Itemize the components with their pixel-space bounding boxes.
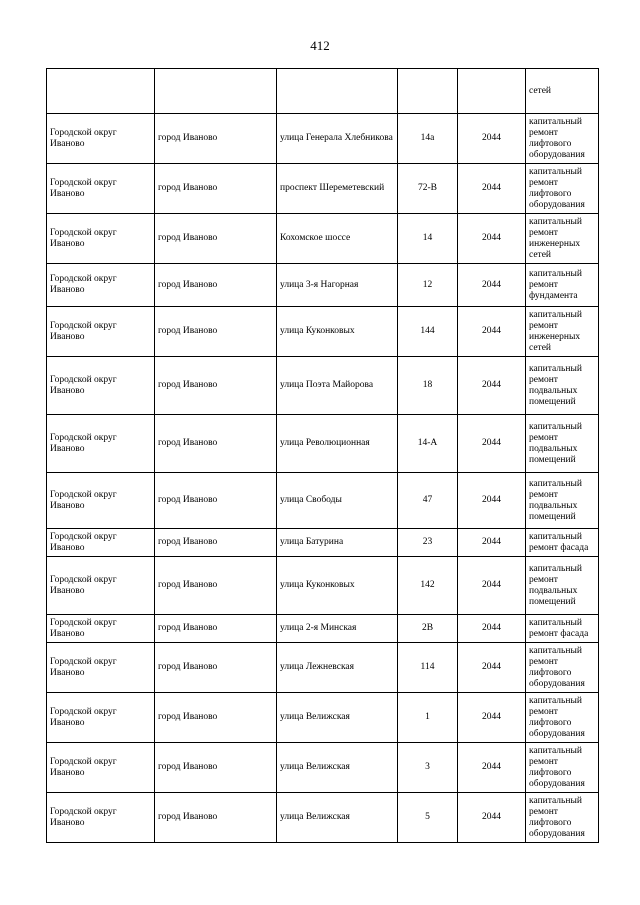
work-cell: капитальный ремонт фасада — [526, 615, 599, 643]
work-cell: капитальный ремонт лифтового оборудования — [526, 793, 599, 843]
year-cell: 2044 — [458, 615, 526, 643]
house-cell: 14-А — [398, 415, 458, 473]
settlement-cell: город Иваново — [155, 415, 277, 473]
house-cell: 12 — [398, 264, 458, 307]
table-row — [47, 615, 599, 643]
street-cell: улица Куконковых — [277, 557, 398, 615]
continuation-row — [47, 69, 599, 114]
district-cell: Городской округ Иваново — [47, 693, 155, 743]
house-cell: 14 — [398, 214, 458, 264]
work-cell: капитальный ремонт фундамента — [526, 264, 599, 307]
settlement-cell: город Иваново — [155, 164, 277, 214]
house-cell: 3 — [398, 743, 458, 793]
page-number: 412 — [310, 38, 330, 53]
settlement-cell: город Иваново — [155, 743, 277, 793]
work-cell: капитальный ремонт подвальных помещений — [526, 357, 599, 415]
table-row — [47, 357, 599, 415]
district-cell: Городской округ Иваново — [47, 164, 155, 214]
house-cell: 114 — [398, 643, 458, 693]
settlement-cell: город Иваново — [155, 114, 277, 164]
year-cell: 2044 — [458, 473, 526, 529]
street-cell: улица Поэта Майорова — [277, 357, 398, 415]
year-cell: 2044 — [458, 357, 526, 415]
house-cell: 72-В — [398, 164, 458, 214]
year-cell — [458, 69, 526, 114]
street-cell: проспект Шереметевский — [277, 164, 398, 214]
district-cell: Городской округ Иваново — [47, 415, 155, 473]
table-row — [47, 793, 599, 843]
house-cell: 142 — [398, 557, 458, 615]
year-cell: 2044 — [458, 307, 526, 357]
house-cell: 14а — [398, 114, 458, 164]
year-cell: 2044 — [458, 693, 526, 743]
settlement-cell: город Иваново — [155, 643, 277, 693]
street-cell: улица Свободы — [277, 473, 398, 529]
work-cell: капитальный ремонт лифтового оборудования — [526, 693, 599, 743]
street-cell: улица 2-я Минская — [277, 615, 398, 643]
work-cell: капитальный ремонт фасада — [526, 529, 599, 557]
district-cell: Городской округ Иваново — [47, 557, 155, 615]
repair-registry-table — [46, 68, 599, 843]
district-cell: Городской округ Иваново — [47, 529, 155, 557]
settlement-cell: город Иваново — [155, 214, 277, 264]
table-row — [47, 114, 599, 164]
house-cell: 23 — [398, 529, 458, 557]
district-cell: Городской округ Иваново — [47, 743, 155, 793]
year-cell: 2044 — [458, 743, 526, 793]
work-cell: капитальный ремонт подвальных помещений — [526, 557, 599, 615]
house-cell: 47 — [398, 473, 458, 529]
district-cell: Городской округ Иваново — [47, 615, 155, 643]
street-cell: улица Генерала Хлебникова — [277, 114, 398, 164]
settlement-cell — [155, 69, 277, 114]
year-cell: 2044 — [458, 264, 526, 307]
street-cell: улица Велижская — [277, 693, 398, 743]
street-cell: улица Куконковых — [277, 307, 398, 357]
street-cell: улица Революционная — [277, 415, 398, 473]
settlement-cell: город Иваново — [155, 529, 277, 557]
house-cell: 5 — [398, 793, 458, 843]
street-cell: улица Лежневская — [277, 643, 398, 693]
registry-body — [47, 69, 599, 843]
work-cell: капитальный ремонт лифтового оборудования — [526, 164, 599, 214]
house-cell: 144 — [398, 307, 458, 357]
work-cell: капитальный ремонт инженерных сетей — [526, 214, 599, 264]
year-cell: 2044 — [458, 164, 526, 214]
year-cell: 2044 — [458, 793, 526, 843]
table-row — [47, 693, 599, 743]
district-cell: Городской округ Иваново — [47, 114, 155, 164]
settlement-cell: город Иваново — [155, 793, 277, 843]
year-cell: 2044 — [458, 529, 526, 557]
street-cell: улица Велижская — [277, 793, 398, 843]
district-cell: Городской округ Иваново — [47, 793, 155, 843]
district-cell: Городской округ Иваново — [47, 307, 155, 357]
settlement-cell: город Иваново — [155, 264, 277, 307]
street-cell — [277, 69, 398, 114]
table-row — [47, 743, 599, 793]
year-cell: 2044 — [458, 415, 526, 473]
street-cell: улица 3-я Нагорная — [277, 264, 398, 307]
district-cell: Городской округ Иваново — [47, 473, 155, 529]
district-cell — [47, 69, 155, 114]
year-cell: 2044 — [458, 557, 526, 615]
house-cell: 1 — [398, 693, 458, 743]
year-cell: 2044 — [458, 114, 526, 164]
district-cell: Городской округ Иваново — [47, 357, 155, 415]
district-cell: Городской округ Иваново — [47, 264, 155, 307]
street-cell: Кохомское шоссе — [277, 214, 398, 264]
district-cell: Городской округ Иваново — [47, 643, 155, 693]
house-cell — [398, 69, 458, 114]
work-cell: капитальный ремонт инженерных сетей — [526, 307, 599, 357]
table-row — [47, 415, 599, 473]
table-row — [47, 307, 599, 357]
table-row — [47, 214, 599, 264]
settlement-cell: город Иваново — [155, 357, 277, 415]
settlement-cell: город Иваново — [155, 307, 277, 357]
house-cell: 2В — [398, 615, 458, 643]
year-cell: 2044 — [458, 214, 526, 264]
settlement-cell: город Иваново — [155, 693, 277, 743]
work-cell: капитальный ремонт лифтового оборудования — [526, 743, 599, 793]
work-cell: капитальный ремонт лифтового оборудования — [526, 114, 599, 164]
settlement-cell: город Иваново — [155, 473, 277, 529]
settlement-cell: город Иваново — [155, 615, 277, 643]
table-row — [47, 643, 599, 693]
street-cell: улица Батурина — [277, 529, 398, 557]
district-cell: Городской округ Иваново — [47, 214, 155, 264]
table-row — [47, 264, 599, 307]
work-cell: капитальный ремонт лифтового оборудования — [526, 643, 599, 693]
work-cell: капитальный ремонт подвальных помещений — [526, 473, 599, 529]
settlement-cell: город Иваново — [155, 557, 277, 615]
work-cell: сетей — [526, 69, 599, 114]
table-row — [47, 164, 599, 214]
street-cell: улица Велижская — [277, 743, 398, 793]
year-cell: 2044 — [458, 643, 526, 693]
table-row — [47, 557, 599, 615]
table-row — [47, 473, 599, 529]
house-cell: 18 — [398, 357, 458, 415]
work-cell: капитальный ремонт подвальных помещений — [526, 415, 599, 473]
table-row — [47, 529, 599, 557]
